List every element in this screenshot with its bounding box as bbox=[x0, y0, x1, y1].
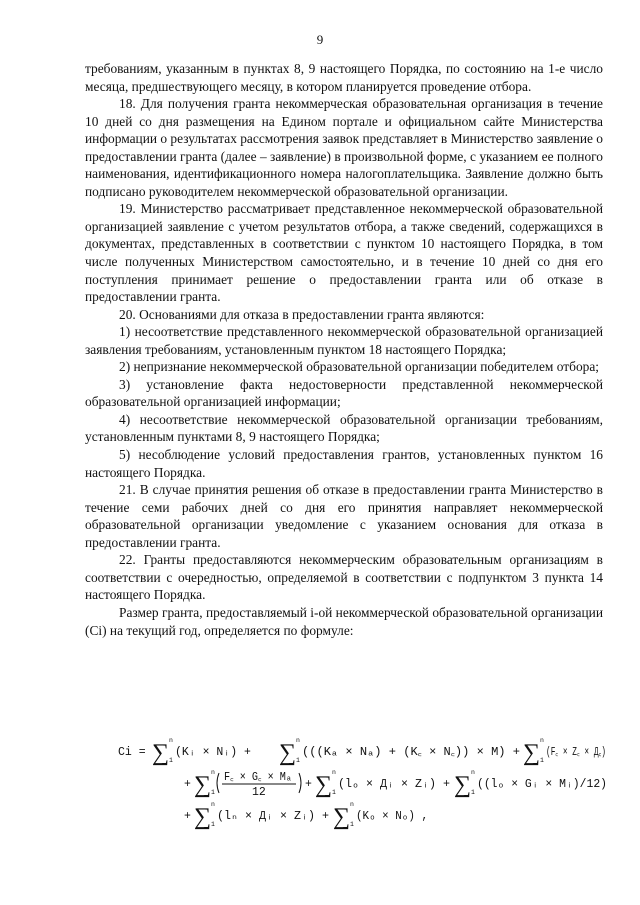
paragraph-18: 18. Для получения гранта некоммерческая образовательная организация в течение 10 дней со дня размещения на Едином портале и официальном сайте Министерства информации о результатах рассмотрения заявок представляет в Министерство заявление о предоставлении гранта (далее – заявление) в произвольной форме, с указанием ее полного наименования, идентификационного номера налогоплательщика. Заявление должно быть подписано руководителем некоммерческой образовательной организации. bbox=[85, 96, 603, 199]
formula-plus: + bbox=[184, 810, 191, 823]
formula-plus: + bbox=[184, 778, 191, 791]
paragraph-22: 22. Гранты предоставляются некоммерческим образовательным организациям в соответствии с очередностью, определяемой в соответствии с подпунктом 3 пункта 14 настоящего Порядка. bbox=[85, 552, 603, 603]
refusal-ground-1: 1) несоответствие представленного некоммерческой образовательной организацией заявления требованиям, установленным пунктом 18 настоящего Порядка; bbox=[85, 324, 603, 357]
sum-upper: n bbox=[540, 737, 544, 744]
formula-svg bbox=[118, 733, 608, 833]
formula-term-8: (Kₒ × Nₒ) , bbox=[356, 810, 428, 823]
refusal-ground-4: 4) несоответствие некоммерческой образовательной организации требованиям, установленным пунктами 8, 9 настоящего Порядка; bbox=[85, 411, 603, 445]
sum-symbol: ∑ bbox=[152, 740, 170, 766]
sum-symbol: ∑ bbox=[194, 804, 212, 830]
sum-lower: 1 bbox=[211, 821, 215, 828]
refusal-ground-5: 5) несоблюдение условий предоставления грантов, установленных пунктом 16 настоящего Порядка. bbox=[85, 447, 603, 480]
formula-lhs: Ci = bbox=[118, 746, 146, 759]
fraction-denominator: 12 bbox=[252, 786, 266, 799]
paragraph-21: 21. В случае принятия решения об отказе в предоставлении гранта Министерство в течение семи рабочих дней со дня его принятия направляет некоммерческой образовательной организации уведомление с указанием основания для отказа в предоставлении гранта. bbox=[85, 482, 603, 550]
refusal-ground-3: 3) установление факта недостоверности представленной некоммерческой образовательной организацией информации; bbox=[85, 376, 603, 410]
paragraph-20: 20. Основаниями для отказа в предоставлении гранта являются: bbox=[119, 306, 485, 322]
fraction-close-paren bbox=[299, 773, 301, 793]
sum-upper: n bbox=[211, 769, 215, 776]
fraction-open-paren bbox=[217, 773, 219, 793]
sum-upper: n bbox=[471, 769, 475, 776]
formula-term-3: (F꜀ × Z꜀ × Д꜀) bbox=[546, 746, 606, 759]
formula-term-7: (lₙ × Дᵢ × Zᵢ) + bbox=[217, 810, 330, 823]
formula-term-2: (((Kₐ × Nₐ) + (K꜀ × N꜀)) × M) + bbox=[302, 746, 521, 759]
sum-lower: 1 bbox=[471, 789, 475, 796]
refusal-ground-2: 2) непризнание некоммерческой образовательной организации победителем отбора; bbox=[119, 359, 599, 375]
sum-symbol: ∑ bbox=[194, 772, 212, 798]
grant-size-intro: Размер гранта, предоставляемый i-ой некоммерческой образовательной организации (Ci) на текущий год, определяется по формуле: bbox=[85, 604, 603, 638]
sum-symbol: ∑ bbox=[523, 740, 541, 766]
sum-lower: 1 bbox=[211, 789, 215, 796]
sum-lower: 1 bbox=[169, 757, 173, 764]
sum-lower: 1 bbox=[350, 821, 354, 828]
formula-plus: + bbox=[305, 778, 312, 791]
sum-symbol: ∑ bbox=[279, 740, 297, 766]
sum-symbol: ∑ bbox=[315, 772, 333, 798]
formula-term-1: (Kᵢ × Nᵢ) + bbox=[175, 746, 251, 759]
sum-upper: n bbox=[211, 801, 215, 808]
sum-lower: 1 bbox=[296, 757, 300, 764]
sum-upper: n bbox=[169, 737, 173, 744]
paragraph-continuation: требованиям, указанным в пунктах 8, 9 настоящего Порядка, по состоянию на 1-е число месяца, предшествующего месяцу, в котором планируется проведение отбора. bbox=[85, 61, 603, 94]
sum-symbol: ∑ bbox=[454, 772, 472, 798]
formula-term-5: (lₒ × Дᵢ × Zᵢ) + bbox=[338, 778, 451, 791]
formula-term-6: ((lₒ × Gᵢ × Mᵢ)/12) bbox=[477, 778, 607, 791]
fraction-numerator: F꜀ × G꜀ × Mₐ bbox=[224, 771, 292, 784]
page-number: 9 bbox=[316, 32, 324, 47]
grant-formula bbox=[118, 733, 608, 833]
sum-lower: 1 bbox=[540, 757, 544, 764]
paragraph-19: 19. Министерство рассматривает представленное некоммерческой образовательной организацией заявление с учетом результатов отбора, а также сведений, содержащихся в документах, представленных в соответствии с пунктом 10 настоящего Порядка, в том числе полученных Министерством самостоятельно, и в течение 10 дней со дня его поступления принимает решение о предоставлении гранта или об отказе в предоставлении гранта. bbox=[85, 201, 603, 305]
body-text bbox=[85, 60, 603, 639]
sum-upper: n bbox=[296, 737, 300, 744]
sum-upper: n bbox=[350, 801, 354, 808]
sum-upper: n bbox=[332, 769, 336, 776]
sum-lower: 1 bbox=[332, 789, 336, 796]
sum-symbol: ∑ bbox=[333, 804, 351, 830]
